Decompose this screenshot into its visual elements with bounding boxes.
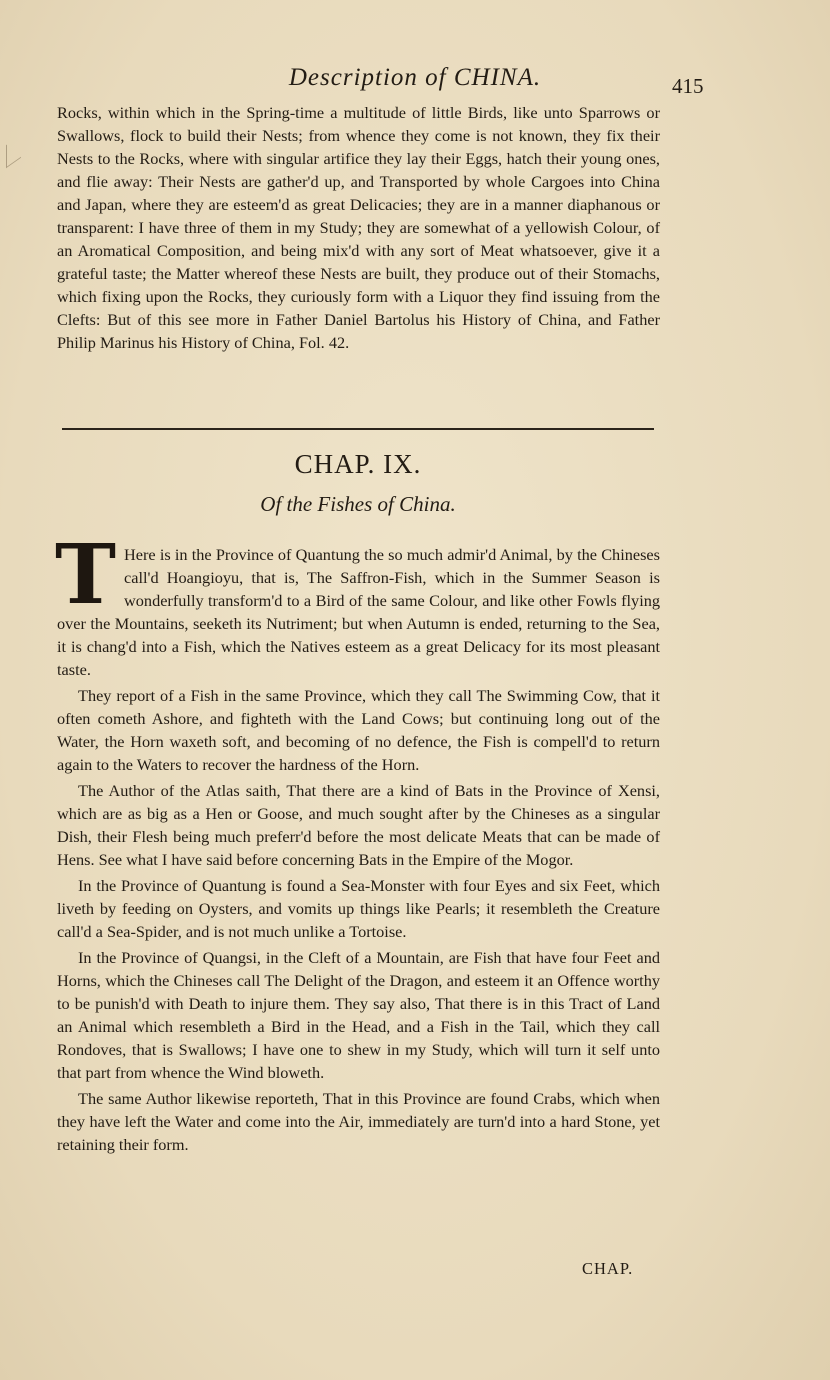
page-number: 415 (672, 74, 704, 98)
paragraph-bats: The Author of the Atlas saith, That there are a kind of Bats in the Province of Xensi, which are as big as a Hen or Goose, and much sought after by the Chineses as a singular Dish, their Flesh being much preferr'd before the most delicate Meats that can be made of Hens. See what I have said before concerning Bats in the Empire of the Mogor. (57, 781, 660, 869)
paragraph-saffron-fish-text: Here is in the Province of Quantung the so much admir'd Animal, by the Chineses call'd Hoangioyu, that is, The Saffron-Fish, which in the Summer Season is wonderfully transform'd to a Bird of the same Colour, and like other Fowls flying over the Mountains, seeketh its Nutriment; but when Autumn is ended, returning to the Sea, it is chang'd into a Fish, which the Natives esteem as a great Delicacy for its most pleasant taste. (57, 545, 660, 679)
intro-section (57, 101, 660, 354)
paragraph-saffron-fish (55, 527, 660, 681)
chapter-title: CHAP. IX. (294, 449, 422, 479)
running-title: Description of CHINA. (288, 64, 542, 91)
paragraph-sea-monster: In the Province of Quantung is found a Sea-Monster with four Eyes and six Feet, which liveth by feeding on Oysters, and vomits up things like Pearls; it resembleth the Creature call'd a Sea-Spider, and is not much unlike a Tortoise. (57, 876, 660, 941)
chapter-body (55, 527, 660, 1159)
catchword: CHAP. (582, 1259, 634, 1278)
paragraph-stone-crabs: The same Author likewise reporteth, That in this Province are found Crabs, which when they have left the Water and come into the Air, immediately are turn'd into a hard Stone, yet retaining their form. (57, 1089, 660, 1154)
paragraph-delight-of-dragon: In the Province of Quangsi, in the Cleft of a Mountain, are Fish that have four Feet and Horns, which the Chineses call The Delight of the Dragon, and esteem it an Offence worthy to be punish'd with Death to injure them. They say also, That there is in this Tract of Land an Animal which resembleth a Bird in the Head, and a Fish in the Tail, which they call Rondoves, that is Swallows; I have one to shew in my Study, which will turn it self unto that part from whence the Wind bloweth. (57, 948, 660, 1082)
drop-cap-initial: T (55, 527, 117, 623)
chapter-subtitle: Of the Fishes of China. (260, 492, 456, 516)
paragraph-swimming-cow: They report of a Fish in the same Province, which they call The Swimming Cow, that it often cometh Ashore, and fighteth with the Land Cows; but continuing long out of the Water, the Horn waxeth soft, and becoming of no defence, the Fish is compell'd to return again to the Waters to recover the hardness of the Horn. (57, 686, 660, 774)
chapter-divider-rule (62, 428, 654, 430)
intro-paragraph: Rocks, within which in the Spring-time a multitude of little Birds, like unto Sparrows or Swallows, flock to build their Nests; from whence they come is not known, they fix their Nests to the Rocks, where with singular artifice they lay their Eggs, hatch their young ones, and flie away: Their Nests are gather'd up, and Transported by whole Cargoes into China and Japan, where they are esteem'd as great Delicacies; they are in a manner diaphanous or transparent: I have three of them in my Study; they are somewhat of a yellowish Colour, of an Aromatical Composition, and being mix'd with any sort of Meat whatsoever, give it a grateful taste; the Matter whereof these Nests are built, they produce out of their Stomachs, which fixing upon the Rocks, they curiously form with a Liquor they find issuing from the Clefts: But of this see more in Father Daniel Bartolus his History of China, and Father Philip Marinus his History of China, Fol. 42. (57, 103, 660, 352)
margin-pen-mark (6, 135, 21, 169)
